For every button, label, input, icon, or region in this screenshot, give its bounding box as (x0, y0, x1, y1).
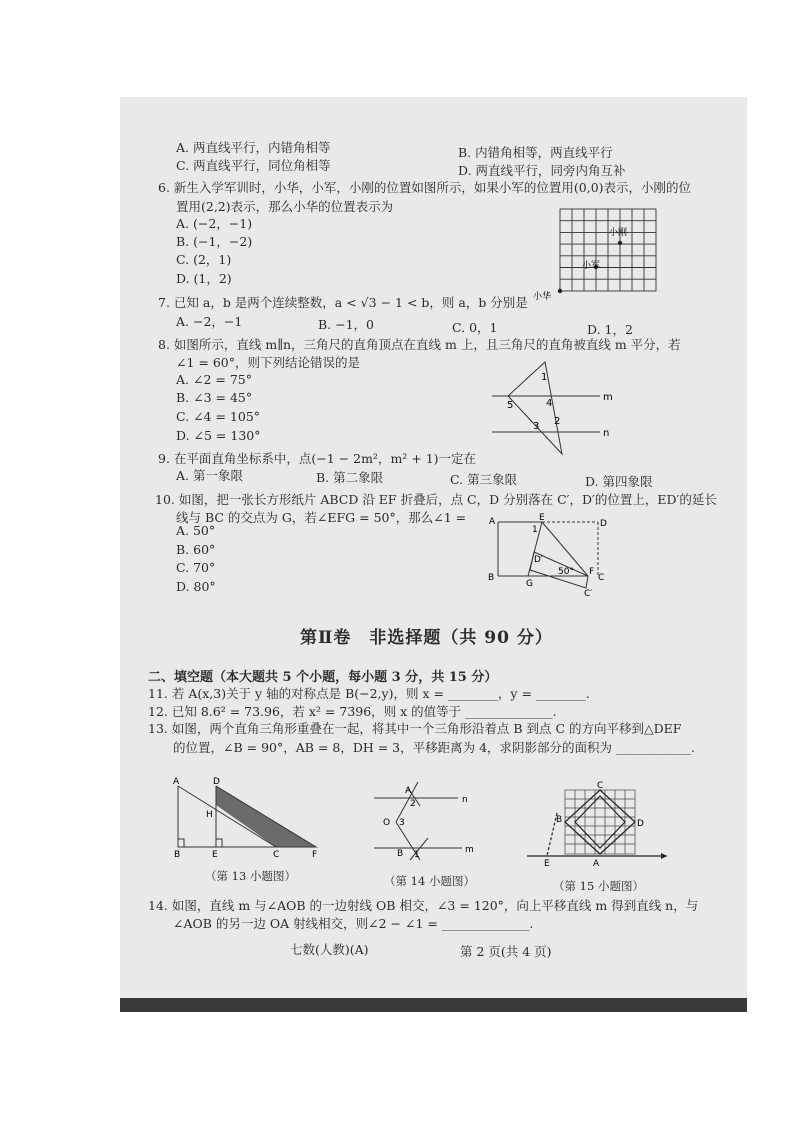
q7-option-a: A. −2，−1 (176, 314, 243, 329)
q10-stem-line1: 10. 如图，把一张长方形纸片 ABCD 沿 EF 折叠后，点 C，D 分别落在 C′，D′的位置上，ED′的延长 (155, 492, 717, 507)
point-f-label: F (589, 567, 595, 577)
label-xiaogang: 小刚 (609, 228, 628, 238)
point-g-label: G (526, 579, 533, 589)
q14-figure (370, 780, 480, 865)
point-e-label: E (212, 850, 218, 860)
point-d-prime-label: D′ (534, 555, 543, 565)
label-xiaojun: 小军 (582, 261, 601, 271)
q13-caption: （第 13 小题图） (205, 869, 296, 883)
point-d-label: D (637, 819, 644, 829)
footer-page: 第 2 页(共 4 页) (460, 944, 552, 959)
angle-3-label: 3 (533, 421, 540, 432)
q6-option-b: B. (−1，−2) (176, 234, 253, 249)
section2-heading: 二、填空题（本大题共 5 个小题，每小题 3 分，共 15 分） (148, 670, 498, 685)
q9-option-d: D. 第四象限 (585, 474, 653, 489)
point-c-label: C (273, 850, 280, 860)
q13-figure (170, 775, 330, 860)
q7-option-b: B. −1，0 (318, 317, 375, 332)
q7-option-c: C. 0，1 (452, 320, 498, 335)
q6-option-d: D. (1，2) (176, 271, 232, 286)
q12-text: 12. 已知 8.6² = 73.96，若 x² = 7396，则 x 的值等于 ______________. (148, 704, 557, 719)
angle-5-label: 5 (507, 400, 514, 411)
q10-stem-line2: 线与 BC 的交点为 G，若∠EFG = 50°，那么∠1 = (176, 510, 467, 525)
q5-option-d: D. 两直线平行，同旁内角互补 (458, 163, 626, 178)
point-b-label: B (174, 850, 181, 860)
q8-stem-line1: 8. 如图所示，直线 m∥n，三角尺的直角顶点在直线 m 上，且三角尺的直角被直线 m 平分，若 (158, 337, 681, 352)
q8-option-a: A. ∠2 = 75° (176, 372, 252, 387)
q13-line2: 的位置，∠B = 90°，AB = 8，DH = 3，平移距离为 4，求阴影部分的面积为 ____________. (173, 740, 695, 755)
q9-option-b: B. 第二象限 (316, 470, 384, 485)
q5-option-c: C. 两直线平行，同位角相等 (176, 158, 331, 173)
point-e-label: E (544, 859, 550, 869)
q5-option-a: A. 两直线平行，内错角相等 (176, 140, 331, 155)
line-m-label: m (465, 845, 474, 855)
point-f-label: F (312, 850, 318, 860)
point-a-label: A (489, 517, 496, 527)
q11-text: 11. 若 A(x,3)关于 y 轴的对称点是 B(−2,y)，则 x = ________，y = ________. (148, 686, 590, 701)
q7-stem: 7. 已知 a，b 是两个连续整数，a < √3 − 1 < b，则 a，b 分别是 (158, 295, 528, 310)
angle-2-label: 2 (554, 416, 561, 427)
q9-stem: 9. 在平面直角坐标系中，点(−1 − 2m²，m² + 1)一定在 (158, 451, 477, 466)
q9-option-c: C. 第三象限 (450, 472, 518, 487)
q6-stem-line1: 6. 新生入学军训时，小华，小军，小刚的位置如图所示，如果小军的位置用(0,0)表示，小刚的位 (158, 180, 692, 195)
point-a-label: A (173, 777, 180, 787)
point-b-label: B (488, 573, 495, 583)
point-c-label: C (597, 781, 604, 791)
line-m-label: m (603, 392, 613, 403)
q13-line1: 13. 如图，两个直角三角形重叠在一起，将其中一个三角形沿着点 B 到点 C 的方向平移到△DEF (148, 721, 682, 736)
q14-caption: （第 14 小题图） (384, 874, 475, 888)
q14-line2: ∠AOB 的另一边 OA 射线相交，则∠2 − ∠1 = ______________. (173, 916, 534, 931)
q14-line1: 14. 如图，直线 m 与∠AOB 的一边射线 OB 相交，∠3 = 120°，向上平移直线 m 得到直线 n，与 (148, 898, 699, 913)
line-n-label: n (603, 428, 610, 439)
point-a-label: A (405, 786, 412, 796)
q6-stem-line2: 置用(2,2)表示，那么小华的位置表示为 (176, 199, 394, 214)
point-h-label: H (206, 810, 213, 820)
q6-option-c: C. (2，1) (176, 252, 232, 267)
q8-stem-line2: ∠1 = 60°，则下列结论错误的是 (176, 355, 361, 370)
q8-option-b: B. ∠3 = 45° (176, 390, 253, 405)
q8-option-c: C. ∠4 = 105° (176, 409, 261, 424)
point-c-prime-label: C′ (584, 589, 593, 599)
q7-option-d: D. 1，2 (587, 322, 633, 337)
angle-2-label: 2 (410, 799, 416, 809)
angle-1-label: 1 (541, 372, 548, 383)
q8-figure (490, 358, 620, 458)
q10-option-a: A. 50° (176, 523, 216, 538)
q6-option-a: A. (−2，−1) (176, 216, 253, 231)
point-b-label: B (556, 815, 563, 825)
q9-option-a: A. 第一象限 (176, 468, 243, 483)
q10-option-c: C. 70° (176, 560, 216, 575)
point-c-label: C (598, 573, 605, 583)
q5-option-b: B. 内错角相等，两直线平行 (458, 145, 613, 160)
q8-option-d: D. ∠5 = 130° (176, 428, 261, 443)
q15-caption: （第 15 小题图） (553, 879, 644, 893)
page-edge-shadow (120, 998, 747, 1012)
label-xiaohua: 小华 (533, 292, 552, 302)
q15-figure (525, 778, 675, 868)
angle-4-label: 4 (546, 398, 553, 409)
line-n-label: n (462, 795, 468, 805)
point-o-label: O (383, 818, 391, 828)
angle-50-label: 50° (558, 567, 574, 577)
footer-course: 七数(人教)(A) (290, 942, 369, 957)
q10-option-d: D. 80° (176, 579, 216, 594)
angle-1-label: 1 (532, 525, 538, 535)
point-d-label: D (213, 777, 220, 787)
q6-grid-figure (530, 205, 660, 305)
point-a-label: A (593, 859, 600, 869)
part2-title: 第Ⅱ卷 非选择题（共 90 分） (300, 628, 553, 648)
point-d-label: D (600, 519, 607, 529)
q10-option-b: B. 60° (176, 542, 216, 557)
point-b-label: B (397, 849, 404, 859)
angle-1-label: 1 (414, 850, 420, 860)
angle-3-label: 3 (399, 818, 405, 828)
point-e-label: E (539, 513, 545, 523)
q10-figure (486, 512, 616, 598)
